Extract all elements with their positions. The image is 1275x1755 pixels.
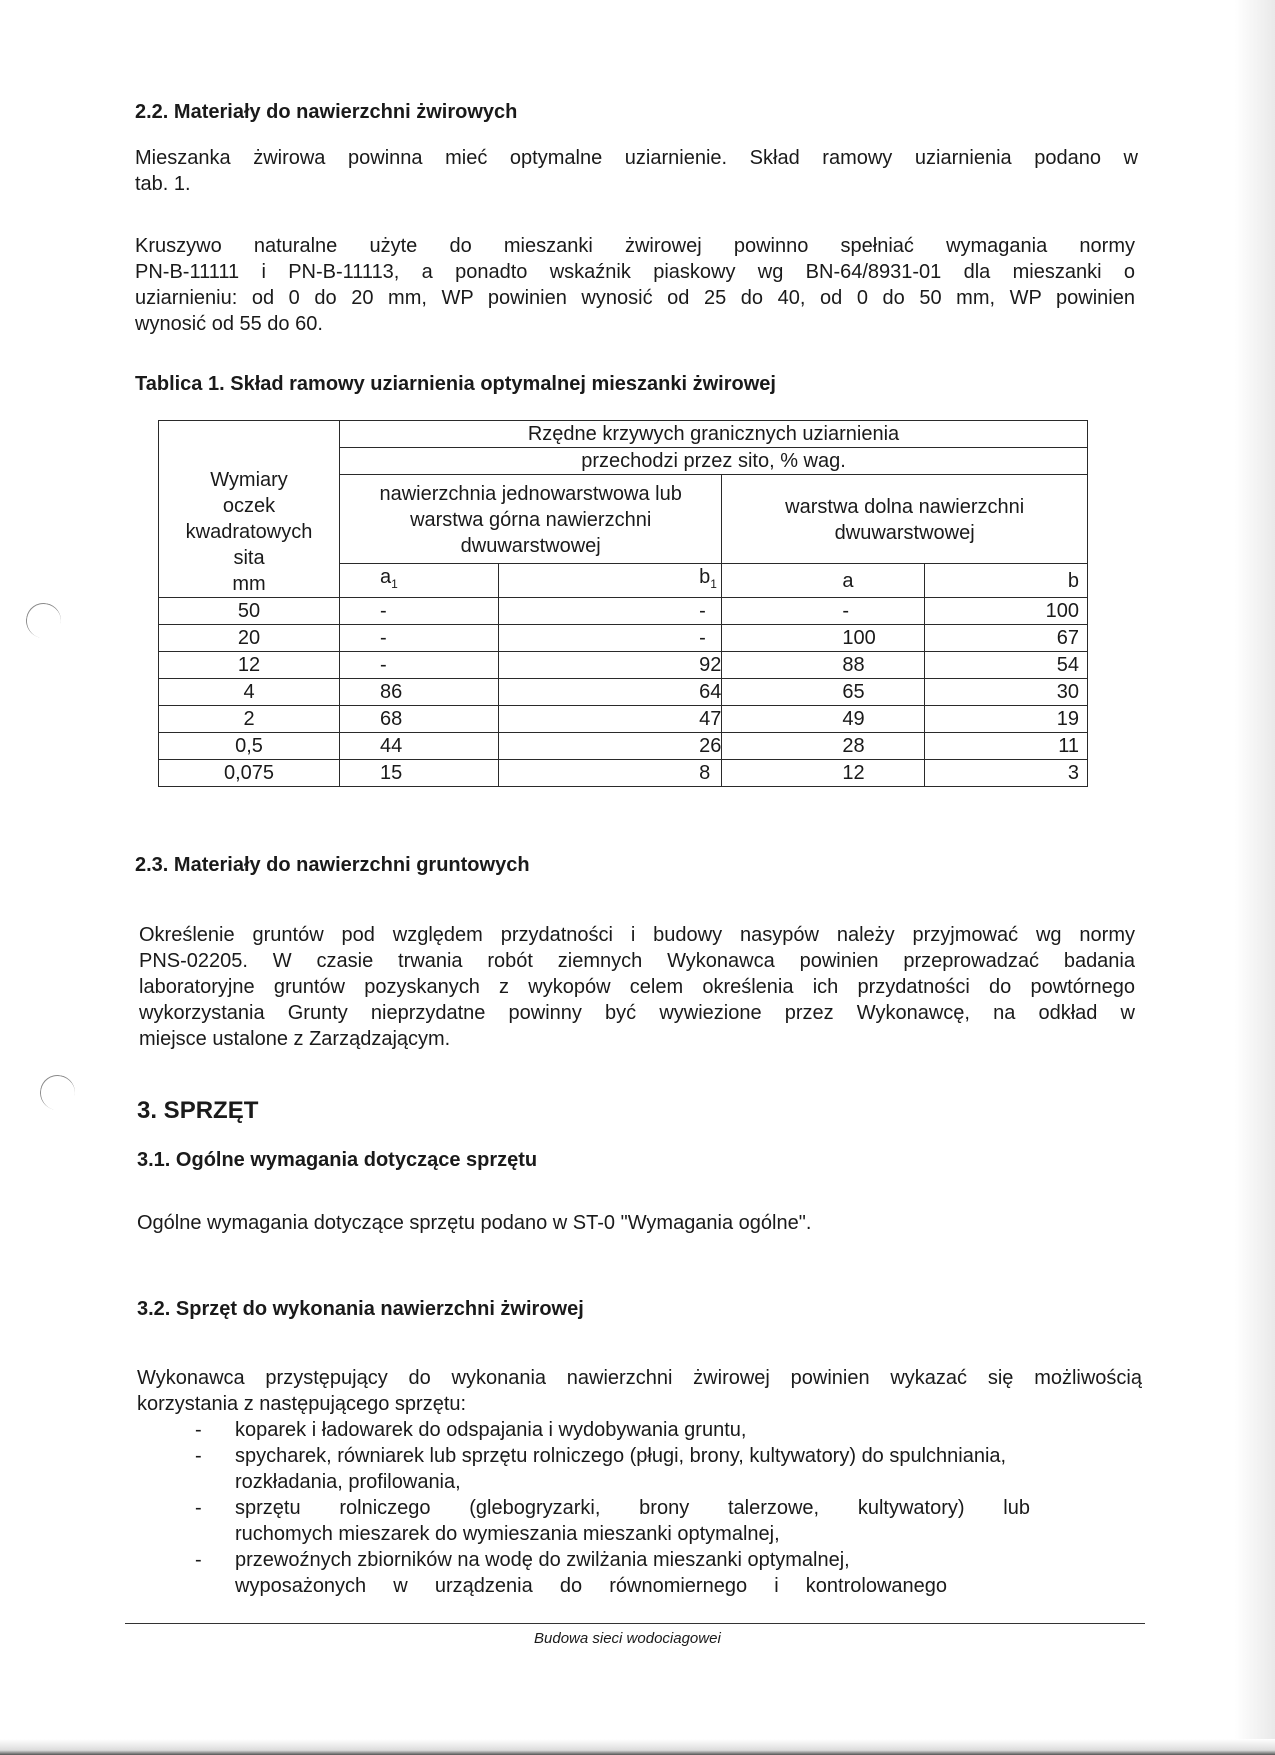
text-line: Mieszanka żwirowa powinna mieć optymalne uziarnienie. Skład ramowy uziarnienia podano w [135, 147, 1138, 169]
table-row [159, 733, 1088, 760]
cell-a1: 44 [340, 733, 499, 760]
cell-b1: - [499, 598, 722, 625]
table-row [159, 625, 1088, 652]
paragraph-intro [135, 145, 1138, 197]
table-body [159, 598, 1088, 787]
cell-a1: 86 [340, 679, 499, 706]
cell-b1: 8 [499, 760, 722, 787]
cell-sieve: 12 [159, 652, 340, 679]
header-line: sita [233, 547, 265, 569]
cell-a: 28 [722, 733, 924, 760]
section-heading-2-3: 2.3. Materiały do nawierzchni gruntowych [135, 854, 530, 876]
text-line: ruchomych mieszarek do wymieszania mieszanki optymalnej, [235, 1523, 780, 1545]
text-line: wykorzystania Grunty nieprzydatne powinny być wywiezione przez Wykonawcę, na odkład w [139, 1002, 1135, 1024]
header-line: dwuwarstwowej [834, 522, 975, 544]
cell-a1: 15 [340, 760, 499, 787]
cell-a1: - [340, 598, 499, 625]
cell-b1: 92 [499, 652, 722, 679]
cell-a1: 68 [340, 706, 499, 733]
table-row [159, 652, 1088, 679]
cell-sieve: 20 [159, 625, 340, 652]
cell-b: 3 [924, 760, 1087, 787]
cell-a: 65 [722, 679, 924, 706]
text-line: miejsce ustalone z Zarządzającym. [139, 1028, 451, 1050]
bullet-dash: - [195, 1445, 202, 1467]
bullet-dash: - [195, 1497, 202, 1519]
table-row [159, 679, 1088, 706]
paragraph-equipment [137, 1365, 1142, 1417]
cell-a: 88 [722, 652, 924, 679]
text-line: wynosić od 55 do 60. [135, 313, 323, 335]
punch-hole-mark [37, 1072, 78, 1113]
cell-b1: 47 [499, 706, 722, 733]
text-line: tab. 1. [135, 173, 191, 195]
header-single-layer [340, 475, 722, 564]
footer-title: Budowa sieci wodociagowei [534, 1630, 721, 1647]
table-row [159, 706, 1088, 733]
header-line: nawierzchnia jednowarstwowa lub [379, 483, 682, 505]
scan-shadow-right [1235, 0, 1275, 1755]
table-row [159, 598, 1088, 625]
cell-sieve: 50 [159, 598, 340, 625]
header-line: kwadratowych [185, 521, 313, 543]
cell-b: 54 [924, 652, 1087, 679]
cell-sieve: 0,5 [159, 733, 340, 760]
section-heading-3-2: 3.2. Sprzęt do wykonania nawierzchni żwirowej [137, 1298, 584, 1320]
list-item [195, 1495, 1145, 1547]
text-line: przewoźnych zbiorników na wodę do zwilżania mieszanki optymalnej, [235, 1549, 850, 1571]
cell-b: 100 [924, 598, 1087, 625]
text-line: Kruszywo naturalne użyte do mieszanki żwirowej powinno spełniać wymagania normy [135, 235, 1135, 257]
scan-shadow-bottom [0, 1739, 1275, 1755]
text-line: koparek i ładowarek do odspajania i wydobywania gruntu, [235, 1419, 747, 1441]
subheader-a1: $a_1$ [340, 564, 499, 598]
header-sieve-size [159, 421, 340, 598]
header-line: Wymiary [210, 469, 288, 491]
header-line: warstwa dolna nawierzchni [785, 496, 1025, 518]
punch-hole-mark [23, 600, 64, 641]
subheader-b: b [924, 564, 1087, 598]
list-item [195, 1417, 1145, 1443]
grading-table [158, 420, 1088, 787]
header-line: dwuwarstwowej [460, 535, 601, 557]
cell-b: 30 [924, 679, 1087, 706]
header-grading-curves: Rzędne krzywych granicznych uziarnienia [340, 421, 1088, 448]
text-line: PN-B-11111 i PN-B-11113, a ponadto wskaźnik piaskowy wg BN-64/8931-01 dla mieszanki o [135, 261, 1135, 283]
bullet-dash: - [195, 1549, 202, 1571]
cell-b1: - [499, 625, 722, 652]
cell-b: 11 [924, 733, 1087, 760]
text-line: PNS-02205. W czasie trwania robót ziemnych Wykonawca powinien przeprowadzać badania [139, 950, 1135, 972]
header-bottom-layer [722, 475, 1088, 564]
text-line: rozkładania, profilowania, [235, 1471, 461, 1493]
section-heading-3: 3. SPRZĘT [137, 1097, 259, 1124]
text-line: Wykonawca przystępujący do wykonania nawierzchni żwirowej powinien wykazać się możliwością [137, 1367, 1142, 1389]
table-caption: Tablica 1. Skład ramowy uziarnienia optymalnej mieszanki żwirowej [135, 373, 776, 395]
cell-b1: 26 [499, 733, 722, 760]
cell-sieve: 4 [159, 679, 340, 706]
cell-b: 19 [924, 706, 1087, 733]
cell-a: - [722, 598, 924, 625]
cell-a: 49 [722, 706, 924, 733]
bullet-dash: - [195, 1419, 202, 1441]
header-line: warstwa górna nawierzchni [410, 509, 652, 531]
paragraph-aggregate [135, 233, 1135, 337]
text-line: Ogólne wymagania dotyczące sprzętu podano w ST-0 "Wymagania ogólne". [137, 1212, 812, 1234]
text-line: uziarnieniu: od 0 do 20 mm, WP powinien wynosić od 25 do 40, od 0 do 50 mm, WP powinien [135, 287, 1135, 309]
cell-b: 67 [924, 625, 1087, 652]
header-line: oczek [222, 495, 276, 517]
paragraph-soils [139, 922, 1135, 1052]
subheader-a: a [722, 564, 924, 598]
cell-b1: 64 [499, 679, 722, 706]
text-line: laboratoryjne gruntów pozyskanych z wykopów celem określenia ich przydatności do powtórnego [139, 976, 1135, 998]
text-line: korzystania z następującego sprzętu: [137, 1393, 467, 1415]
text-line: sprzętu rolniczego (glebogryzarki, brony talerzowe, kultywatory) lub [235, 1497, 1030, 1519]
cell-sieve: 0,075 [159, 760, 340, 787]
paragraph-general-req [137, 1210, 1137, 1236]
cell-a1: - [340, 625, 499, 652]
cell-sieve: 2 [159, 706, 340, 733]
list-item [195, 1443, 1145, 1495]
subheader-b1: $b_1$ [499, 564, 722, 598]
text-line: Określenie gruntów pod względem przydatności i budowy nasypów należy przyjmować wg normy [139, 924, 1135, 946]
footer-rule [125, 1623, 1145, 1624]
section-heading-2-2: 2.2. Materiały do nawierzchni żwirowych [135, 101, 518, 123]
text-line: spycharek, równiarek lub sprzętu rolniczego (pługi, brony, kultywatory) do spulchniania, [235, 1445, 1007, 1467]
text-line: wyposażonych w urządzenia do równomiernego i kontrolowanego [235, 1575, 947, 1597]
cell-a: 12 [722, 760, 924, 787]
list-item [195, 1547, 1145, 1599]
header-passing-percent: przechodzi przez sito, % wag. [340, 448, 1088, 475]
cell-a: 100 [722, 625, 924, 652]
cell-a1: - [340, 652, 499, 679]
section-heading-3-1: 3.1. Ogólne wymagania dotyczące sprzętu [137, 1149, 538, 1171]
table-row [159, 760, 1088, 787]
equipment-list [195, 1417, 1145, 1599]
header-line: mm [232, 573, 266, 595]
